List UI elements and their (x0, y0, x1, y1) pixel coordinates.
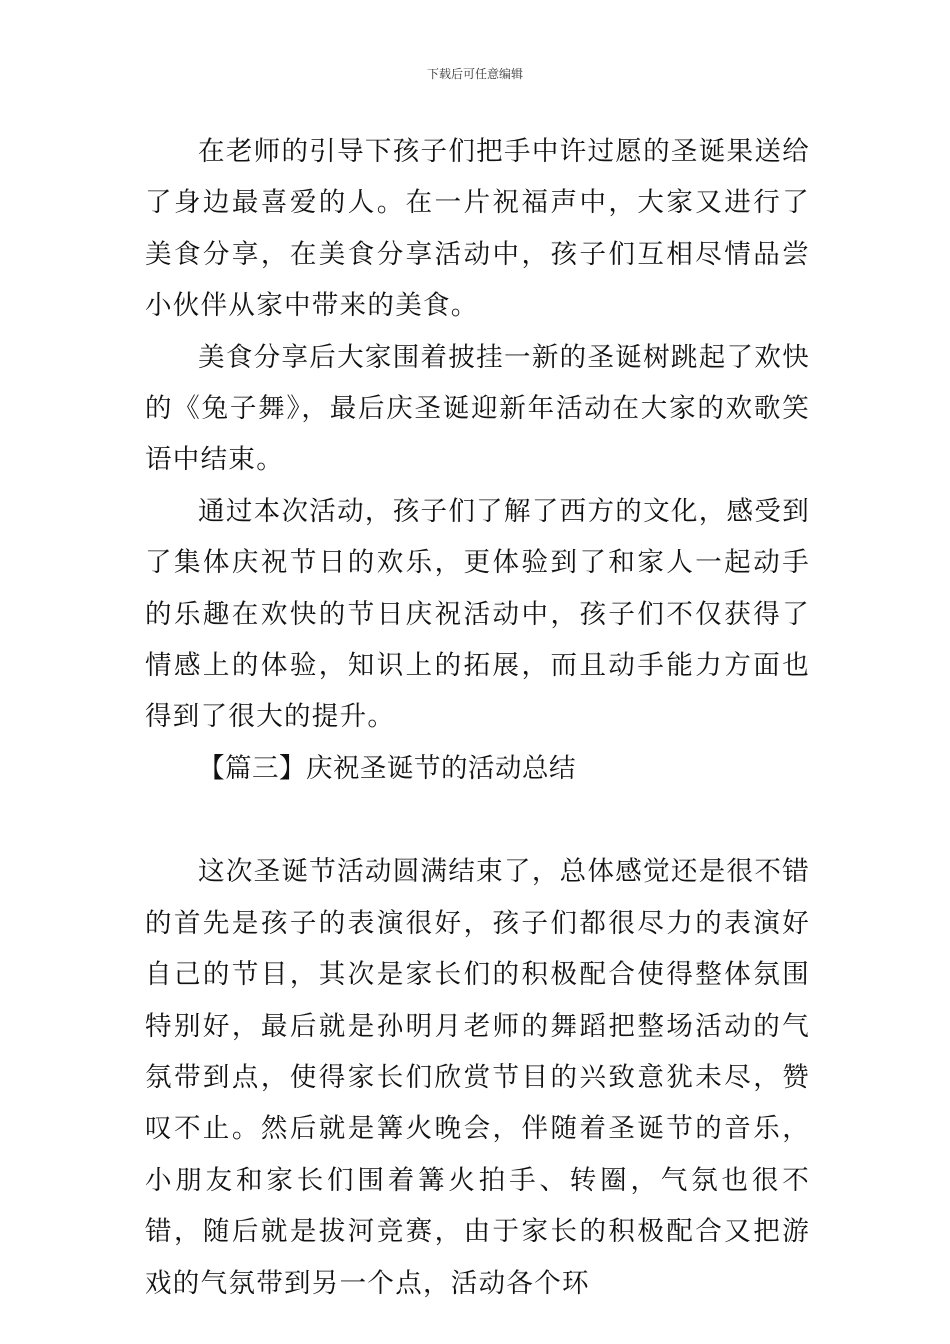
document-body (145, 126, 810, 1309)
paragraph-summary: 这次圣诞节活动圆满结束了，总体感觉还是很不错的首先是孩子的表演很好，孩子们都很尽力的表演好自己的节目，其次是家长们的积极配合使得整体氛围特别好，最后就是孙明月老师的舞蹈把整场活动的气氛带到点，使得家长们欣赏节目的兴致意犹未尽，赞叹不止。然后就是篝火晚会，伴随着圣诞节的音乐，小朋友和家长们围着篝火拍手、转圈，气氛也很不错，随后就是拔河竞赛，由于家长的积极配合又把游戏的气氛带到另一个点，活动各个环 (145, 856, 810, 1299)
section-heading: 【篇三】庆祝圣诞节的活动总结 (198, 752, 576, 784)
section-spacer (145, 794, 810, 846)
page-header: 下载后可任意编辑 (426, 67, 523, 81)
paragraph-dance: 美食分享后大家围着披挂一新的圣诞树跳起了欢快的《兔子舞》，最后庆圣诞迎新年活动在大家的欢歌笑语中结束。 (145, 341, 810, 476)
paragraph-reflection: 通过本次活动，孩子们了解了西方的文化，感受到了集体庆祝节日的欢乐，更体验到了和家人一起动手的乐趣在欢快的节日庆祝活动中，孩子们不仅获得了情感上的体验，知识上的拓展，而且动手能力方面也得到了很大的提升。 (145, 495, 810, 733)
paragraph-gift-sharing: 在老师的引导下孩子们把手中许过愿的圣诞果送给了身边最喜爱的人。在一片祝福声中，大家又进行了美食分享，在美食分享活动中，孩子们互相尽情品尝小伙伴从家中带来的美食。 (145, 136, 810, 322)
